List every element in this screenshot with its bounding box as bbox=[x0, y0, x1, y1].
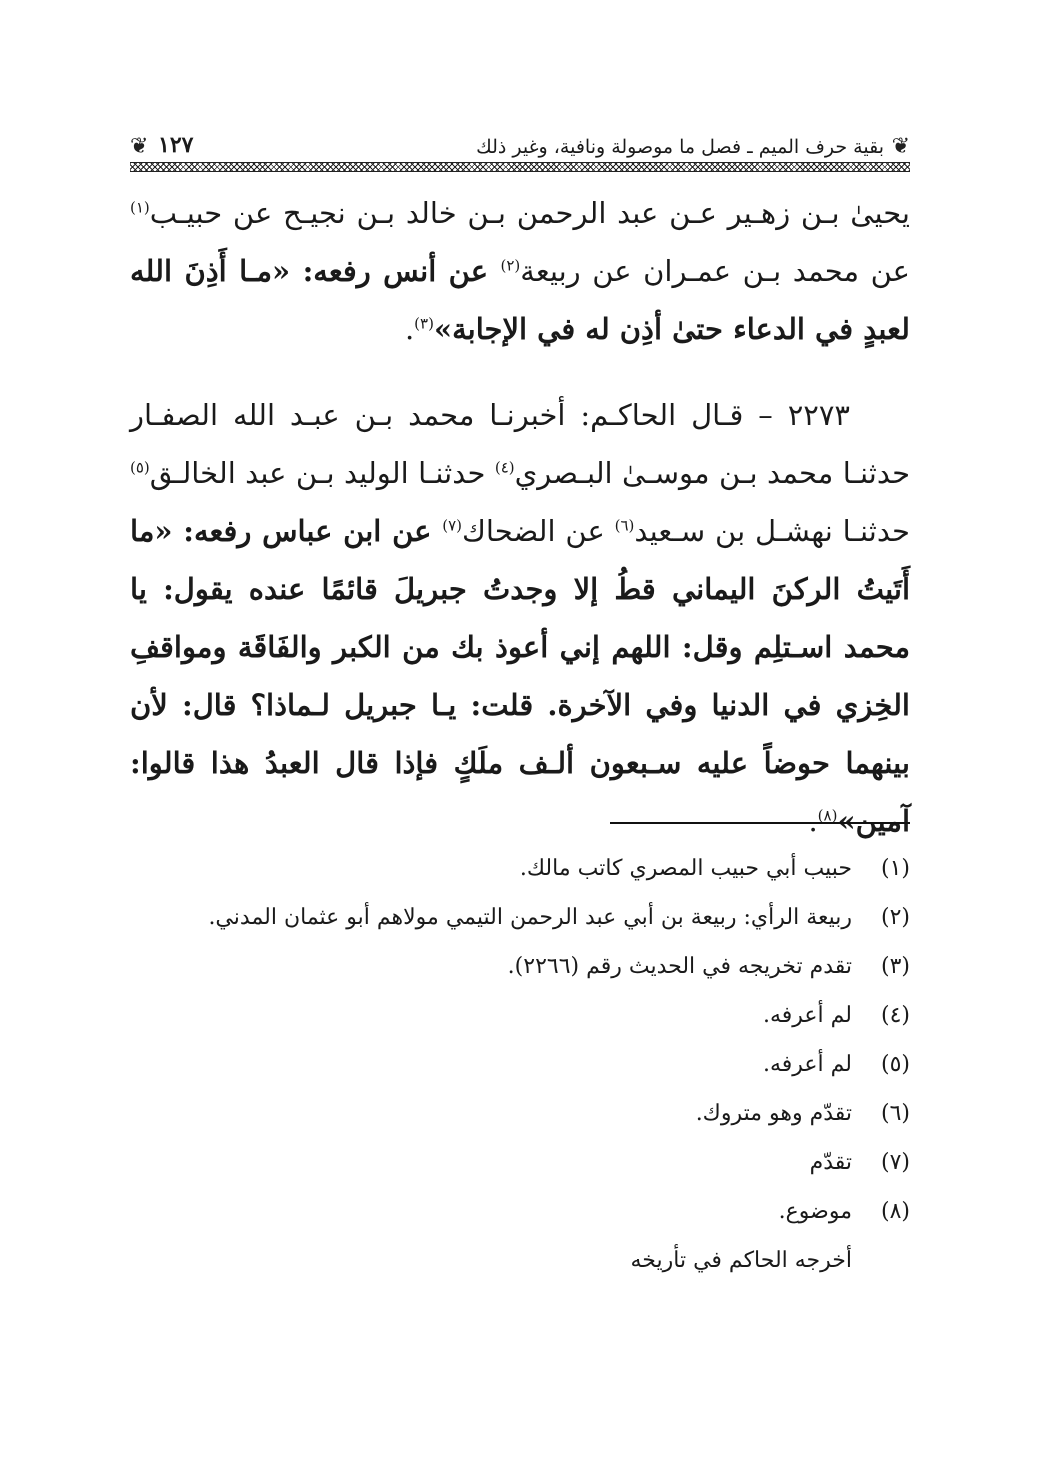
footnote-separator bbox=[610, 822, 910, 824]
footnote-item bbox=[130, 1187, 910, 1236]
paragraph-2 bbox=[130, 386, 910, 850]
footnote-number: (٣) bbox=[880, 954, 910, 979]
paragraph-text: حدثنـا نهشـل بن سـعيد bbox=[634, 514, 910, 548]
paragraph-text: حدثنـا الوليد بـن عبد الخالـق bbox=[149, 456, 495, 490]
page-number: ١٢٧ bbox=[158, 132, 194, 158]
footnote-number: (١) bbox=[880, 856, 910, 881]
footnote-marker: (٤) bbox=[494, 458, 515, 477]
hadith-quote: «مـا أَذِنَ الله لعبدٍ في الدعاء حتىٰ أذِن له في الإجابة» bbox=[130, 254, 910, 346]
footnote-marker: (٦) bbox=[614, 516, 635, 535]
header-rule bbox=[130, 162, 910, 172]
paragraph-text: عن محمد بـن عمـران عن ربيعة bbox=[520, 254, 910, 288]
page-header bbox=[130, 128, 910, 168]
footnote-text: تقدّم bbox=[809, 1150, 852, 1175]
footnote-item bbox=[130, 991, 910, 1040]
footnote-item bbox=[130, 942, 910, 991]
footnote-text: لم أعرفه. bbox=[762, 1003, 852, 1028]
footnote-item bbox=[130, 893, 910, 942]
footnote-number: (٧) bbox=[880, 1150, 910, 1175]
footnotes bbox=[130, 844, 910, 1285]
footnote-number: (٦) bbox=[880, 1101, 910, 1126]
footnote-number: (٤) bbox=[880, 1003, 910, 1028]
footnote-text: تقدم تخريجه في الحديث رقم (٢٢٦٦). bbox=[507, 954, 852, 979]
footnote-item bbox=[130, 1089, 910, 1138]
paragraph-text: عن الضحاك bbox=[462, 514, 615, 548]
footnote-number: (٥) bbox=[880, 1052, 910, 1077]
footnote-text: لم أعرفه. bbox=[762, 1052, 852, 1077]
footnote-text: تقدّم وهو متروك. bbox=[695, 1101, 852, 1126]
footnote-text: ربيعة الرأي: ربيعة بن أبي عبد الرحمن التيمي مولاهم أبو عثمان المدني. bbox=[208, 905, 852, 930]
paragraph-text: عن أنس رفعه: bbox=[290, 254, 501, 288]
paragraph-1 bbox=[130, 184, 910, 358]
footnote-item bbox=[130, 1138, 910, 1187]
footnote-marker: (٨) bbox=[817, 806, 838, 825]
hadith-quote: «ما أَتَيتُ الركنَ اليماني قطُ إلا وجدتُ جبريلَ قائمًا عنده يقول: يا محمد اسـتلِم وقل: اللهم إني أعوذ بك من الكبر والفَاقَة ومواقفِ الخِزي في الدنيا وفي الآخرة. قلت: يـا جبريل لـماذا؟ قال: لأن بينهما حوضاً عليه سـبعون ألـف ملَكٍ فإذا قال العبدُ هذا قالوا: آمين» bbox=[130, 514, 910, 838]
ornament-icon: ❦ bbox=[891, 134, 910, 159]
paragraph-text: يحيىٰ بـن زهـير عـن عبد الرحمن بـن خالد بـن نجيـح عن حبيـب bbox=[149, 196, 910, 230]
paragraph-text: ٢٢٧٣ – قـال الحاكـم: أخبرنـا محمد بـن عبـد الله الصفـار حدثنـا محمد بـن موسـىٰ البـصري bbox=[130, 398, 911, 490]
paragraph-text: عن ابن عباس رفعه: bbox=[172, 514, 443, 548]
footnote-marker: (٧) bbox=[442, 516, 462, 535]
footnote-text: حبيب أبي حبيب المصري كاتب مالك. bbox=[519, 856, 852, 881]
footnote-item bbox=[130, 844, 910, 893]
ornament-icon: ❦ bbox=[130, 134, 149, 159]
footnote-marker: (١) bbox=[130, 198, 150, 217]
footnote-marker: (٥) bbox=[130, 458, 150, 477]
running-title: بقية حرف الميم ـ فصل ما موصولة ونافية، وغير ذلك bbox=[476, 136, 884, 158]
paragraph-end: . bbox=[404, 312, 415, 346]
footnote-number: (٨) bbox=[880, 1199, 910, 1224]
footnote-marker: (٣) bbox=[414, 314, 434, 333]
footnote-text: موضوع. bbox=[778, 1199, 852, 1224]
footnote-continuation: أخرجه الحاكم في تأريخه bbox=[630, 1248, 852, 1273]
footnote-item bbox=[130, 1040, 910, 1089]
footnote-marker: (٢) bbox=[500, 256, 521, 275]
paragraph-end: . bbox=[808, 804, 818, 838]
footnote-number: (٢) bbox=[880, 905, 910, 930]
